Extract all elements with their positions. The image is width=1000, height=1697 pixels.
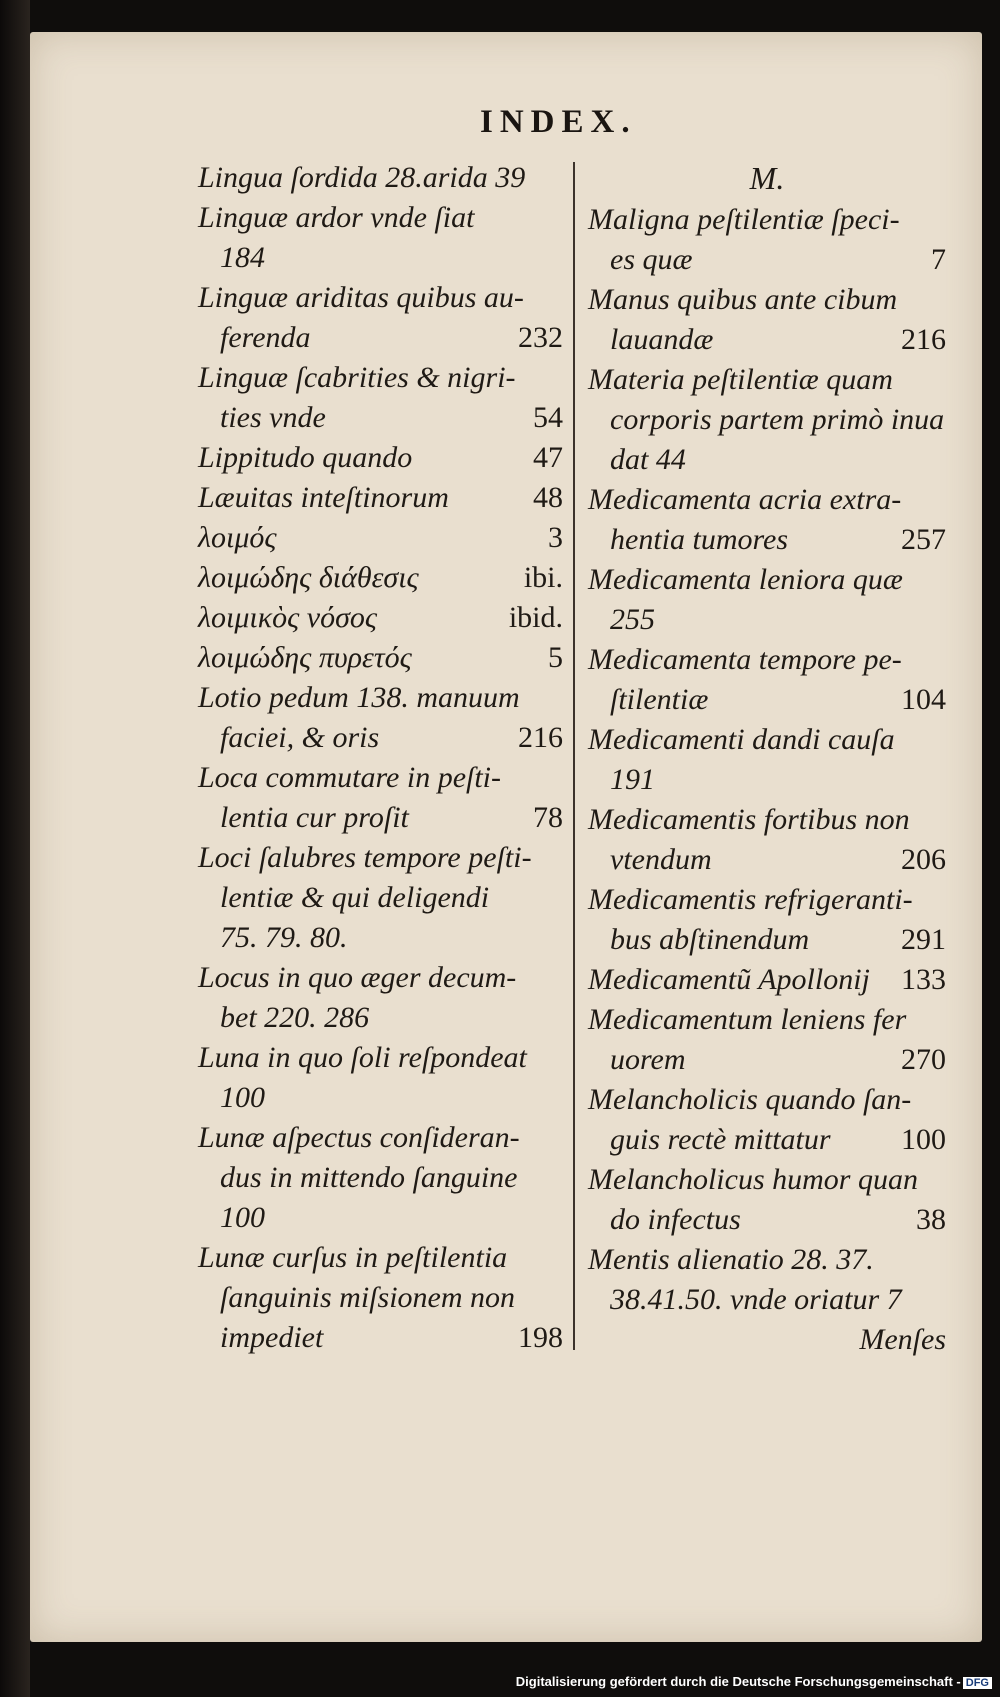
index-entry bbox=[588, 960, 946, 1000]
index-entry-line: lentiæ & qui deligendi bbox=[220, 881, 490, 914]
index-entry-line: ties vnde bbox=[220, 401, 326, 434]
index-entry-line: 191 bbox=[610, 763, 655, 796]
page-reference: 100 bbox=[901, 1123, 946, 1156]
index-entry bbox=[198, 758, 563, 838]
index-entry-line: hentia tumores bbox=[610, 523, 789, 556]
index-entry-line: bet 220. 286 bbox=[220, 1001, 370, 1034]
page-header: INDEX. bbox=[480, 104, 637, 140]
index-entry-line: es quæ bbox=[610, 243, 693, 276]
index-entry bbox=[588, 720, 946, 800]
index-entry bbox=[198, 158, 563, 198]
index-entry bbox=[588, 1080, 946, 1160]
index-entry bbox=[588, 640, 946, 720]
index-entry-line: λοιμώδης διάθεσις bbox=[198, 561, 419, 594]
index-entry-line: do infectus bbox=[610, 1203, 741, 1236]
index-entry-line: ſanguinis miſsionem non bbox=[220, 1281, 516, 1314]
index-entry-line: Linguæ ariditas quibus au- bbox=[198, 281, 524, 314]
index-entry-line: Maligna peſtilentiæ ſpeci- bbox=[588, 203, 900, 236]
index-entry-line: λοιμώδης πυρετός bbox=[198, 641, 412, 674]
page-reference: 206 bbox=[901, 843, 946, 876]
page-reference: 54 bbox=[533, 401, 563, 434]
page-reference: 270 bbox=[901, 1043, 946, 1076]
index-entry bbox=[588, 200, 946, 280]
index-entry-line: Menſes bbox=[859, 1323, 946, 1356]
page-reference: 232 bbox=[518, 321, 563, 354]
page-reference: 216 bbox=[518, 721, 563, 754]
index-entry bbox=[588, 280, 946, 360]
page-reference: 38 bbox=[916, 1203, 946, 1236]
index-entry bbox=[198, 1118, 563, 1238]
dfg-logo: DFG bbox=[963, 1677, 992, 1689]
index-entry bbox=[588, 1160, 946, 1240]
index-entry-line: lauandæ bbox=[610, 323, 714, 356]
index-entry-line: Lingua ſordida 28.arida 39 bbox=[198, 161, 526, 194]
index-entry-line: Medicamenta leniora quæ bbox=[588, 563, 903, 596]
index-entry-line: 38.41.50. vnde oriatur 7 bbox=[610, 1283, 902, 1316]
page-reference: 104 bbox=[901, 683, 946, 716]
index-entry-line: ſtilentiæ bbox=[610, 683, 709, 716]
book-gutter-shadow bbox=[0, 0, 30, 1697]
page-reference: ibid. bbox=[508, 601, 563, 634]
index-entry bbox=[588, 1320, 946, 1360]
index-entry bbox=[588, 1240, 946, 1320]
index-column-right bbox=[588, 158, 946, 1360]
index-entry-line: faciei, & oris bbox=[220, 721, 380, 754]
page-reference: 5 bbox=[548, 641, 563, 674]
index-entry bbox=[198, 358, 563, 438]
index-entry-line: Materia peſtilentiæ quam bbox=[588, 363, 893, 396]
index-column-left bbox=[198, 158, 563, 1358]
index-entry bbox=[198, 1238, 563, 1358]
index-entry bbox=[198, 198, 563, 278]
index-entry bbox=[588, 360, 946, 480]
index-entry-line: Medicamenti dandi cauſa bbox=[588, 723, 895, 756]
page-reference: 3 bbox=[548, 521, 563, 554]
index-entry-line: impediet bbox=[220, 1321, 324, 1354]
page-reference: ibi. bbox=[523, 561, 563, 594]
index-entry-line: bus abſtinendum bbox=[610, 923, 810, 956]
index-entry bbox=[588, 560, 946, 640]
index-entry-line: Medicamentũ Apollonij bbox=[588, 963, 870, 996]
index-entry bbox=[588, 880, 946, 960]
index-entry-line: λοιμικὸς νόσος bbox=[198, 601, 378, 634]
page-reference: 198 bbox=[518, 1321, 563, 1354]
index-entry-line: Mentis alienatio 28. 37. bbox=[588, 1243, 874, 1276]
index-entry-line: Lunæ curſus in peſtilentia bbox=[198, 1241, 508, 1274]
section-letter: M. bbox=[749, 160, 785, 196]
index-entry bbox=[198, 438, 563, 478]
page-reference: 291 bbox=[901, 923, 946, 956]
index-entry-line: λοιμός bbox=[198, 521, 277, 554]
index-entry-line: Linguæ ſcabrities & nigri- bbox=[198, 361, 516, 394]
index-entry-line: Læuitas inteſtinorum bbox=[198, 481, 449, 514]
page-reference: 7 bbox=[931, 243, 946, 276]
index-entry bbox=[198, 958, 563, 1038]
index-entry bbox=[198, 518, 563, 558]
index-entry-line: vtendum bbox=[610, 843, 712, 876]
index-entry-line: Melancholicis quando ſan- bbox=[588, 1083, 912, 1116]
index-entry-line: 184 bbox=[220, 241, 265, 274]
index-entry-line: Manus quibus ante cibum bbox=[588, 283, 898, 316]
index-entry-line: 75. 79. 80. bbox=[220, 921, 348, 954]
index-entry-line: guis rectè mittatur bbox=[610, 1123, 831, 1156]
page-reference: 48 bbox=[533, 481, 563, 514]
index-entry-line: ferenda bbox=[220, 321, 311, 354]
index-entry bbox=[198, 478, 563, 518]
page-reference: 133 bbox=[901, 963, 946, 996]
index-entry-line: Medicamentis fortibus non bbox=[588, 803, 910, 836]
index-entry bbox=[588, 800, 946, 880]
index-entry-line: Medicamenta acria extra- bbox=[588, 483, 902, 516]
index-entry bbox=[198, 638, 563, 678]
index-entry-line: Medicamenta tempore pe- bbox=[588, 643, 902, 676]
index-entry bbox=[198, 678, 563, 758]
index-entry bbox=[198, 1038, 563, 1118]
index-entry bbox=[198, 278, 563, 358]
index-entry-line: Medicamentis refrigeranti- bbox=[588, 883, 913, 916]
page-reference: 257 bbox=[901, 523, 946, 556]
index-entry-line: Lunæ aſpectus conſideran- bbox=[198, 1121, 520, 1154]
index-entry bbox=[198, 558, 563, 598]
index-entry-line: Luna in quo ſoli reſpondeat bbox=[198, 1041, 527, 1074]
footer-text: Digitalisierung gefördert durch die Deutsche Forschungsgemeinschaft - bbox=[515, 1674, 961, 1689]
index-entry-line: Lotio pedum 138. manuum bbox=[198, 681, 520, 714]
index-entry-line: dat 44 bbox=[610, 443, 686, 476]
index-entry bbox=[588, 1000, 946, 1080]
index-entry-line: Locus in quo æger decum- bbox=[198, 961, 517, 994]
index-entry-line: Linguæ ardor vnde ſiat bbox=[198, 201, 475, 234]
index-entry-line: uorem bbox=[610, 1043, 686, 1076]
index-entry-line: 100 bbox=[220, 1081, 265, 1114]
page-reference: 47 bbox=[533, 441, 563, 474]
index-entry bbox=[588, 480, 946, 560]
index-entry-line: corporis partem primò inua bbox=[610, 403, 945, 436]
index-entry-line: Loci ſalubres tempore peſti- bbox=[198, 841, 532, 874]
index-entry-line: 255 bbox=[610, 603, 655, 636]
index-entry bbox=[198, 838, 563, 958]
page-reference: 78 bbox=[533, 801, 563, 834]
index-entry-line: Medicamentum leniens fer bbox=[588, 1003, 907, 1036]
index-entry-line: Lippitudo quando bbox=[198, 441, 413, 474]
index-entry-line: 100 bbox=[220, 1201, 265, 1234]
index-entry-line: Melancholicus humor quan bbox=[588, 1163, 918, 1196]
index-entry-line: Loca commutare in peſti- bbox=[198, 761, 502, 794]
index-entry-line: dus in mittendo ſanguine bbox=[220, 1161, 518, 1194]
footer-credit bbox=[516, 1674, 992, 1689]
index-entry bbox=[198, 598, 563, 638]
page-reference: 216 bbox=[901, 323, 946, 356]
index-entry-line: lentia cur proſit bbox=[220, 801, 409, 834]
column-divider bbox=[573, 162, 575, 1350]
